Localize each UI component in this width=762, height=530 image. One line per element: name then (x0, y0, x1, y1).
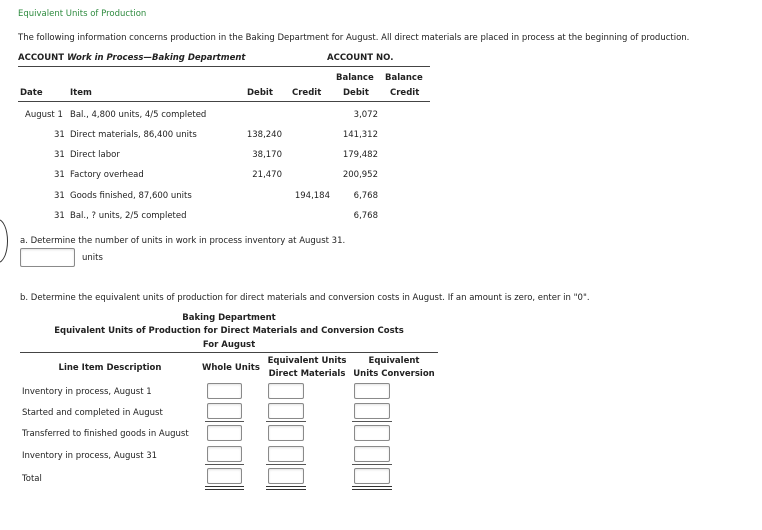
row-label-started-completed: Started and completed in August (22, 408, 163, 418)
conv-total-rule (352, 464, 392, 465)
whole-units-input-transferred[interactable] (207, 425, 242, 441)
whole-units-double-rule (205, 486, 244, 490)
col-header-item: Item (70, 88, 92, 98)
col-header-credit: Credit (292, 88, 322, 98)
col-header-conv-top: Equivalent (368, 356, 420, 366)
dm-input-transferred[interactable] (268, 425, 304, 441)
conv-input-inventory-aug31[interactable] (354, 446, 390, 462)
ledger-row-item: Goods finished, 87,600 units (70, 191, 192, 201)
ledger-row-date: 31 (54, 130, 65, 140)
account-header-rule (18, 101, 430, 102)
conv-input-transferred[interactable] (354, 425, 390, 441)
part-a-question (20, 236, 345, 246)
ledger-row-item: Direct materials, 86,400 units (70, 130, 197, 140)
col-header-balance-credit: Credit (390, 88, 420, 98)
row-label-inventory-aug31: Inventory in process, August 31 (22, 451, 158, 461)
account-name: Work in Process—Baking Department (67, 53, 246, 63)
ledger-row-debit: 38,170 (252, 150, 282, 160)
whole-units-input-inventory-aug31[interactable] (207, 446, 242, 462)
ledger-row-credit: 194,184 (294, 191, 330, 201)
account-label-group (18, 53, 246, 63)
ledger-row-date: August 1 (25, 110, 63, 120)
ledger-row-balance-debit: 6,768 (353, 191, 378, 201)
col-header-dm-bottom: Direct Materials (268, 369, 346, 379)
dm-input-total[interactable] (268, 468, 304, 484)
part-a-units-input[interactable] (20, 248, 75, 267)
report-title-rule (20, 352, 438, 353)
conv-input-total[interactable] (354, 468, 390, 484)
conv-double-rule (352, 486, 392, 490)
intro-text: The following information concerns production in the Baking Department for August. All direct materials are placed in process at the beginning of production. (18, 33, 690, 43)
dm-input-inventory-aug1[interactable] (268, 383, 304, 399)
account-number-label: ACCOUNT NO. (327, 53, 394, 63)
dm-subtotal-rule (266, 421, 306, 422)
row-label-inventory-aug1: Inventory in process, August 1 (22, 387, 152, 397)
ledger-row-item: Direct labor (70, 150, 120, 160)
row-label-transferred: Transferred to finished goods in August (22, 429, 189, 439)
ledger-row-date: 31 (54, 211, 65, 221)
ledger-row-balance-debit: 3,072 (353, 110, 378, 120)
col-header-conv-bottom: Units Conversion (353, 369, 435, 379)
conv-input-started-completed[interactable] (354, 403, 390, 419)
dm-double-rule (266, 486, 306, 490)
balance-header-credit-top: Balance (385, 73, 423, 83)
whole-units-input-total[interactable] (207, 468, 242, 484)
scroll-indicator (0, 219, 8, 263)
whole-units-subtotal-rule (205, 421, 244, 422)
whole-units-input-inventory-aug1[interactable] (207, 383, 242, 399)
ledger-row-item: Bal., 4,800 units, 4/5 completed (70, 110, 207, 120)
dm-total-rule (266, 464, 306, 465)
col-header-debit: Debit (247, 88, 273, 98)
conv-subtotal-rule (352, 421, 392, 422)
ledger-row-date: 31 (54, 170, 65, 180)
col-header-dm-top: Equivalent Units (267, 356, 347, 366)
report-title-name: Equivalent Units of Production for Direct Materials and Conversion Costs (54, 326, 404, 336)
part-b-question: b. Determine the equivalent units of production for direct materials and conversion costs in August. If an amount is zero, enter in "0". (20, 293, 590, 303)
part-a-question-text: a. Determine the number of units in work in process inventory at August 31. (20, 236, 346, 246)
ledger-row-balance-debit: 141,312 (342, 130, 378, 140)
account-top-rule (18, 66, 430, 67)
report-title-department: Baking Department (182, 313, 276, 323)
ledger-row-item: Bal., ? units, 2/5 completed (70, 211, 187, 221)
ledger-row-debit: 138,240 (246, 130, 282, 140)
ledger-row-balance-debit: 200,952 (342, 170, 378, 180)
account-label: ACCOUNT (18, 53, 65, 63)
page-title: Equivalent Units of Production (18, 9, 147, 19)
dm-input-started-completed[interactable] (268, 403, 304, 419)
ledger-row-date: 31 (54, 150, 65, 160)
dm-input-inventory-aug31[interactable] (268, 446, 304, 462)
col-header-date: Date (20, 88, 43, 98)
row-label-total: Total (22, 474, 42, 484)
ledger-row-date: 31 (54, 191, 65, 201)
conv-input-inventory-aug1[interactable] (354, 383, 390, 399)
ledger-row-balance-debit: 179,482 (342, 150, 378, 160)
ledger-row-debit: 21,470 (252, 170, 282, 180)
ledger-row-balance-debit: 6,768 (353, 211, 378, 221)
report-title-period: For August (202, 340, 256, 350)
col-header-line-item: Line Item Description (58, 363, 162, 373)
whole-units-total-rule (205, 464, 244, 465)
whole-units-input-started-completed[interactable] (207, 403, 242, 419)
balance-header-debit-top: Balance (336, 73, 374, 83)
col-header-whole-units: Whole Units (202, 363, 260, 373)
part-a-unit-label: units (82, 253, 103, 263)
col-header-balance-debit: Debit (343, 88, 369, 98)
ledger-row-item: Factory overhead (70, 170, 144, 180)
